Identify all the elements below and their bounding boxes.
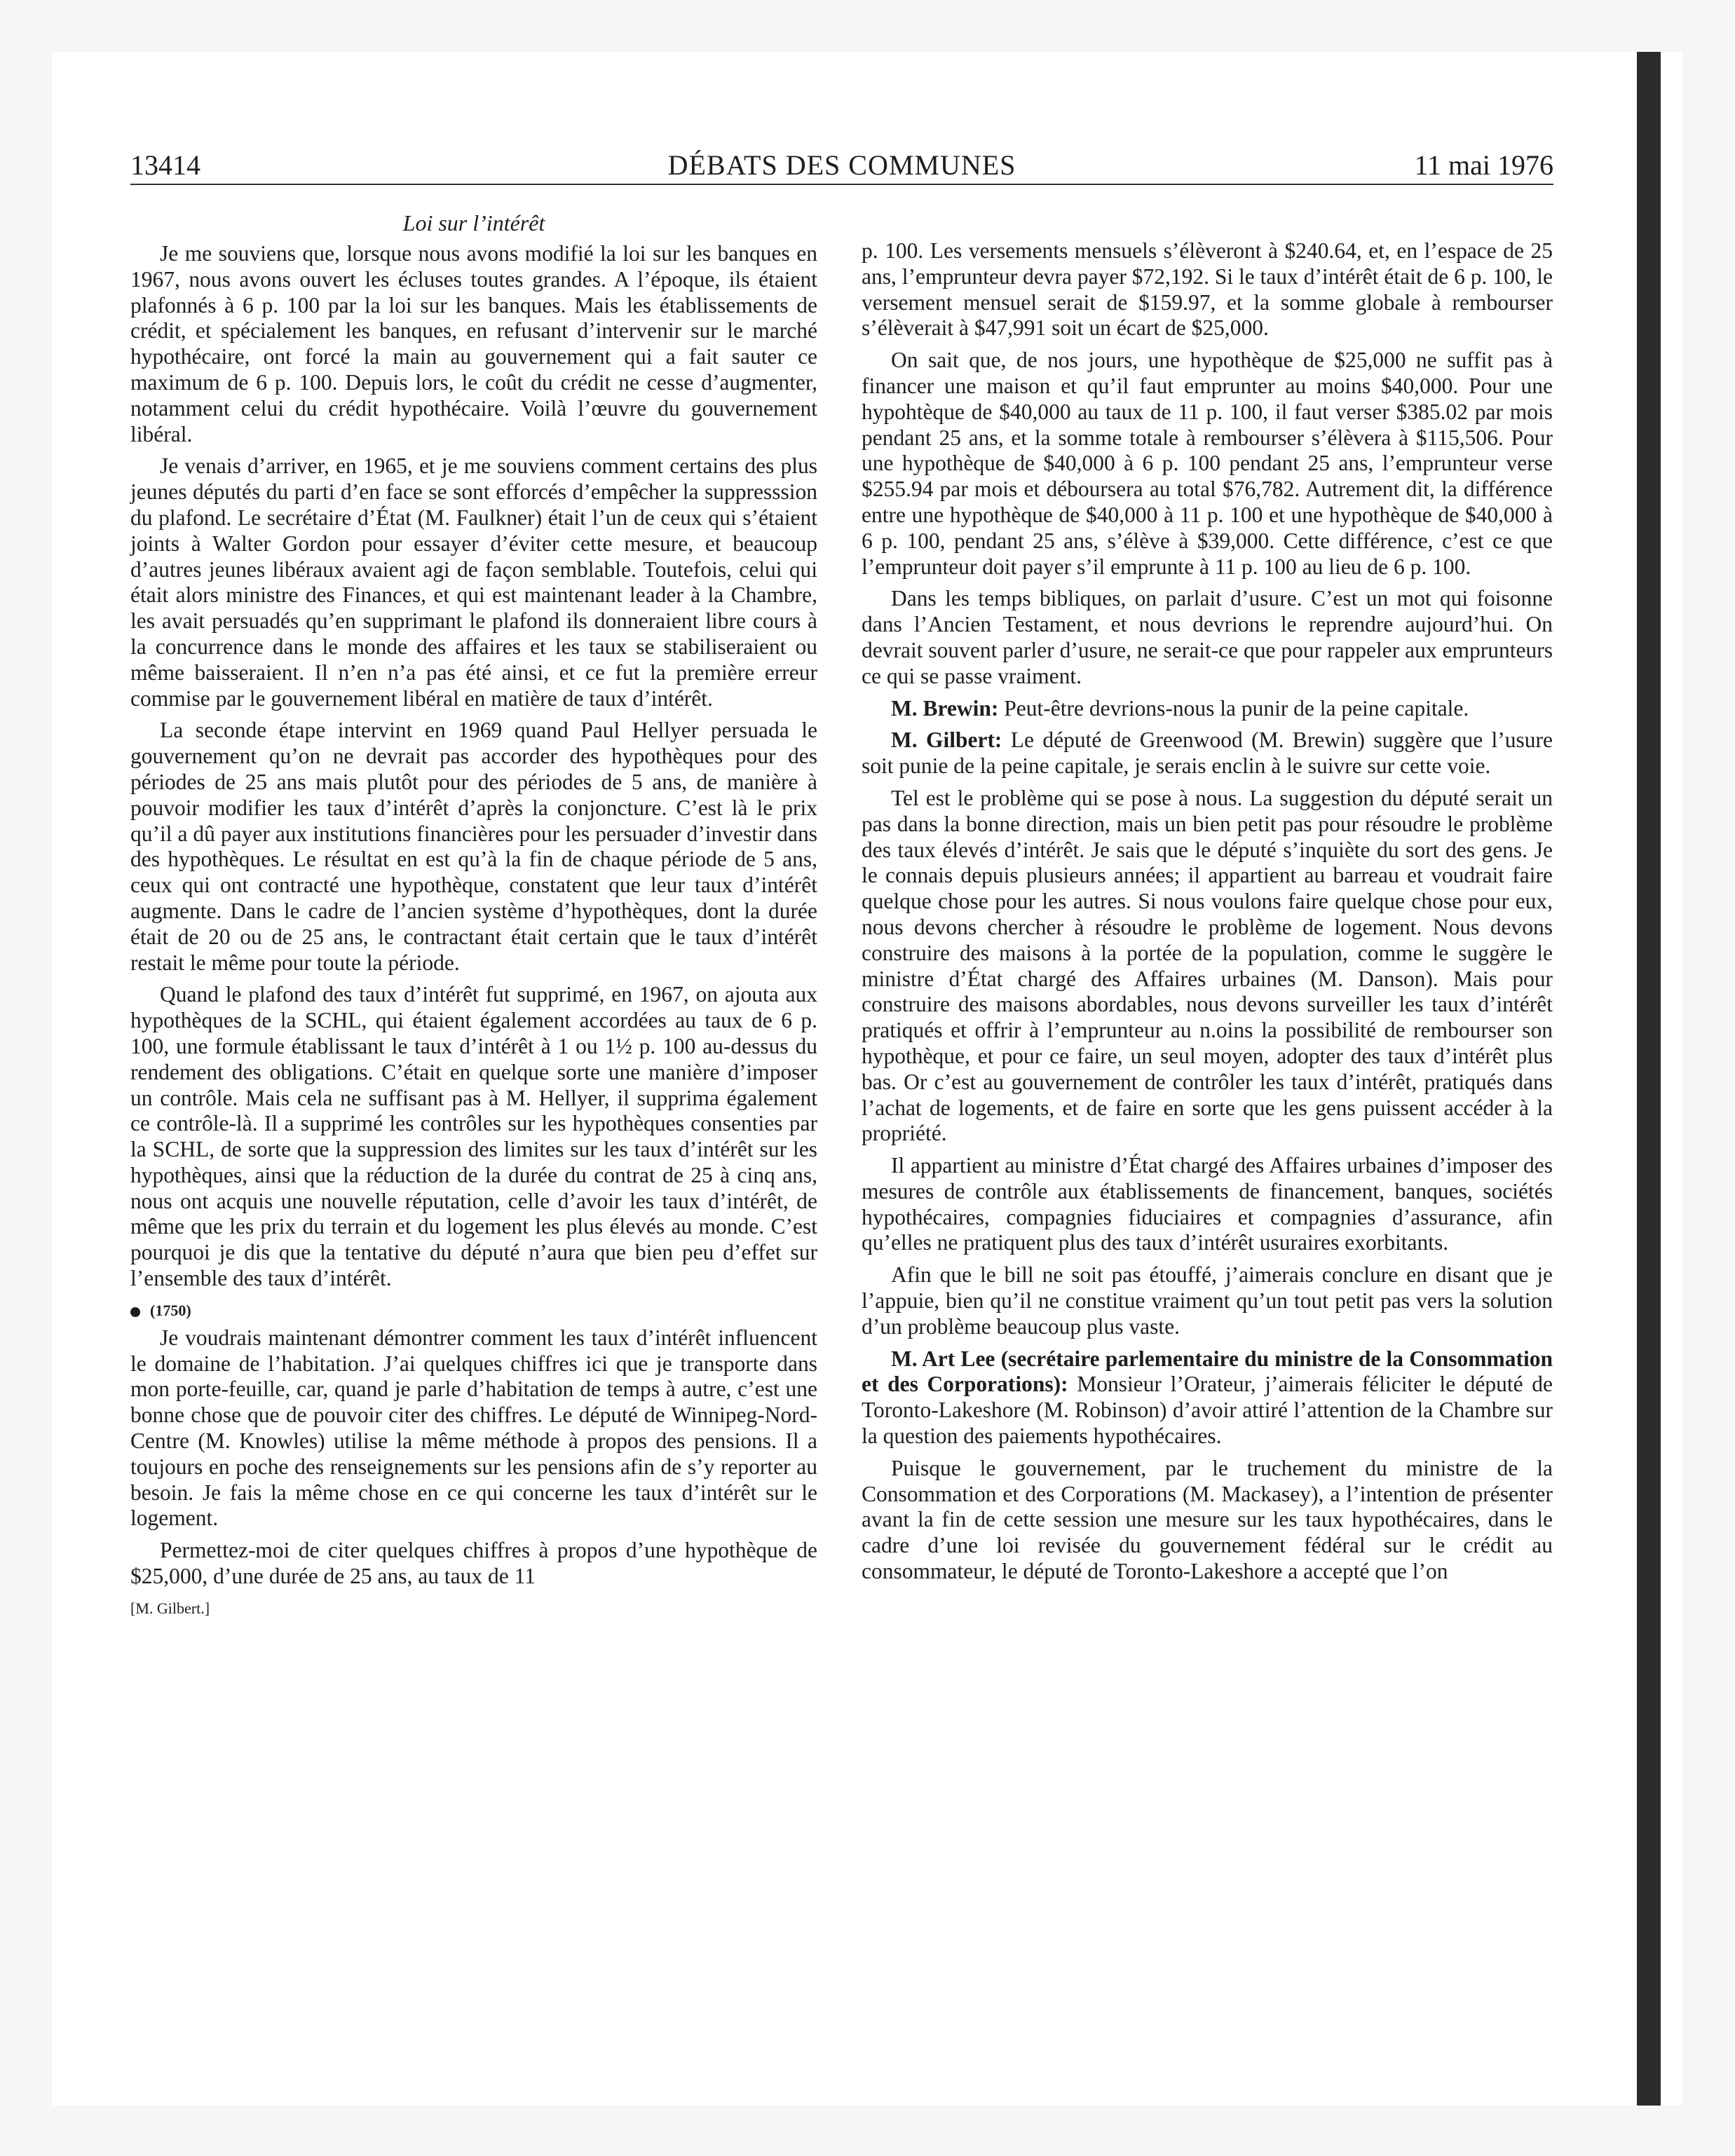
speech-text: Le député de Greenwood (M. Brewin) suggère que l’usure soit punie de la peine capitale, je serais enclin à le suivre sur cette voie. [862,728,1553,779]
timestamp-marker [130,1298,817,1319]
paragraph: Afin que le bill ne soit pas étouffé, j’aimerais conclure en disant que je l’appuie, bien qu’il ne constitue vraiment qu’un tout petit pas vers la solution d’un problème beaucoup plus vaste. [862,1262,1553,1339]
paragraph: Il appartient au ministre d’État chargé des Affaires urbaines d’imposer des mesures de contrôle aux établissements de financement, banques, sociétés hypothécaires, compagnies fiduciaires et compagnies d’assurance, afin qu’elles ne pratiquent plus des taux d’intérêt usuraires exorbitants. [862,1153,1553,1255]
page-header [130,149,1553,185]
section-subheading: Loi sur l’intérêt [402,210,545,236]
left-column [130,210,817,1623]
bullet-icon [130,1307,140,1317]
paragraph: Puisque le gouvernement, par le truchement du ministre de la Consommation et des Corporations (M. Mackasey), a l’intention de présenter avant la fin de cette session une mesure sur les taux hypothécaires, dans le cadre d’une loi revisée du gouvernement fédéral sur le crédit au consommateur, le député de Toronto-Lakeshore a accepté que l’on [862,1455,1553,1584]
page-number: 13414 [130,149,200,181]
paragraph: p. 100. Les versements mensuels s’élèveront à $240.64, et, en l’espace de 25 ans, l’emprunteur devra payer $72,192. Si le taux d’intérêt était de 6 p. 100, le versement mensuel serait de $159.97, et la somme globale à rembourser s’élèverait à $47,991 soit un écart de $25,000. [862,238,1553,341]
speaker-name: M. Art Lee (secrétaire parlementaire du ministre de la Consommation et des Corporations): [862,1346,1553,1397]
speech-paragraph [862,696,1553,722]
paragraph: Je venais d’arriver, en 1965, et je me souviens comment certains des plus jeunes députés du parti d’en face se sont efforcés d’empêcher la suppresssion du plafond. Le secrétaire d’État (M. Faulkner) était l’un de ceux qui s’étaient joints à Walter Gordon pour essayer d’éviter cette mesure, et beaucoup d’autres jeunes libéraux avaient agi de façon semblable. Toutefois, celui qui était alors ministre des Finances, et qui est maintenant leader à la Chambre, les avait persuadés qu’en supprimant le plafond ils donneraient libre cours à la concurrence dans le monde des affaires et les taux se stabiliseraient ou même baisseraient. Il n’en n’a pas été ainsi, et ce fut la première erreur commise par le gouvernement libéral en matière de taux d’intérêt. [130,453,817,711]
paragraph: Je voudrais maintenant démontrer comment les taux d’intérêt influencent le domaine de l’habitation. J’ai quelques chiffres ici que je transporte dans mon porte-feuille, car, quand je parle d’habitation de temps à autre, c’est une bonne chose que de pouvoir citer des chiffres. Le député de Winnipeg-Nord-Centre (M. Knowles) utilise la même méthode à propos des pensions. Il a toujours en poche des renseignements sur les pensions afin de s’y reporter au besoin. Je fais la même chose en ce qui concerne les taux d’intérêt sur le logement. [130,1325,817,1531]
paragraph: On sait que, de nos jours, une hypothèque de $25,000 ne suffit pas à financer une maison et qu’il faut emprunter au moins $40,000. Pour une hypohtèque de $40,000 au taux de 11 p. 100, il faut verser $385.02 par mois pendant 25 ans, et la somme totale à rembourser s’élèvera à $115,506. Pour une hypothèque de $40,000 à 6 p. 100 pendant 25 ans, l’emprunteur verse $255.94 par mois et déboursera au total $76,782. Autrement dit, la différence entre une hypothèque de $40,000 à 11 p. 100 et une hypothèque de $40,000 à 6 p. 100, pendant 25 ans, s’élève à $39,000. Cette différence, c’est ce que l’emprunteur doit payer s’il emprunte à 11 p. 100 au lieu de 6 p. 100. [862,348,1553,579]
speech-text: Peut-être devrions-nous la punir de la peine capitale. [998,695,1469,721]
paragraph: La seconde étape intervint en 1969 quand Paul Hellyer persuada le gouvernement qu’on ne devrait pas accorder des hypothèques pour des périodes de 25 ans mais plutôt pour des périodes de 5 ans, de manière à pouvoir modifier les taux d’intérêt d’après la conjoncture. C’est là le prix qu’il a dû payer aux institutions financières pour les persuader d’investir dans des hypothèques. Le résultat en est qu’à la fin de chaque période de 5 ans, ceux qui ont contracté une hypothèque, constatent que leur taux d’intérêt augmente. Dans le cadre de l’ancien système d’hypothèques, dont la durée était de 20 ou de 25 ans, le contractant était certain que le taux d’intérêt restait le même pour toute la période. [130,718,817,975]
paragraph: Dans les temps bibliques, on parlait d’usure. C’est un mot qui foisonne dans l’Ancien Testament, et nous devrions le reprendre aujourd’hui. On devrait souvent parler d’usure, ne serait-ce que pour rappeler aux emprunteurs ce qui se passe vraiment. [862,586,1553,688]
speech-paragraph [862,1346,1553,1449]
speech-text: Monsieur l’Orateur, j’aimerais féliciter le député de Toronto-Lakeshore (M. Robinson) d’avoir attiré l’attention de la Chambre sur la question des paiements hypothécaires. [862,1372,1553,1449]
speaker-name: M. Brewin: [891,695,999,721]
speech-paragraph [862,728,1553,779]
paragraph: Quand le plafond des taux d’intérêt fut supprimé, en 1967, on ajouta aux hypothèques de la SCHL, qui étaient également accordées au taux de 6 p. 100, une formule établissant le taux d’intérêt à 1 ou 1½ p. 100 au-dessus du rendement des obligations. C’était en quelque sorte une manière d’imposer un contrôle. Mais cela ne suffisant pas à M. Hellyer, il supprima également ce contrôle-là. Il a supprimé les contrôles sur les hypothèques consenties par la SCHL, de sorte que la suppression des limites sur les taux d’intérêt sur les hypothèques, ainsi que la réduction de la durée du contrat de 25 à cinq ans, nous ont acquis une nouvelle réputation, celle d’avoir les taux d’intérêt, de même que les prix du terrain et du logement les plus élevés au monde. C’est pourquoi je dis que la tentative du député n’aura que bien peu d’effet sur l’ensemble des taux d’intérêt. [130,982,817,1291]
speaker-name: M. Gilbert: [891,728,1002,753]
speaker-footer: [M. Gilbert.] [130,1599,210,1617]
paragraph: Tel est le problème qui se pose à nous. La suggestion du député serait un pas dans la bonne direction, mais un bien petit pas pour résoudre le problème des taux élevés d’intérêt. Je sais que le député s’inquiète du sort des gens. Je le connais depuis plusieurs années; il appartient au barreau et voudrait faire quelque chose pour les autres. Si nous voulons faire quelque chose pour eux, nous devons chercher à résoudre le problème de logement. Nous devons construire des maisons à la portée de la population, comme le suggère le ministre d’État chargé des Affaires urbaines (M. Danson). Mais pour construire des maisons abordables, nous devons surveiller les taux d’intérêt pratiqués et offrir à l’emprunteur au n.oins la possibilité de rembourser son hypothèque, et pour ce faire, un seul moyen, adopter des taux d’intérêt plus bas. Or c’est au gouvernement de contrôler les taux d’intérêt, pratiqués dans l’achat de logements, et de faire en sorte que les gens puissent accéder à la propriété. [862,785,1553,1146]
paragraph: Permettez-moi de citer quelques chiffres à propos d’une hypothèque de $25,000, d’une durée de 25 ans, au taux de 11 [130,1538,817,1589]
right-column [862,238,1553,1591]
paragraph: Je me souviens que, lorsque nous avons modifié la loi sur les banques en 1967, nous avons ouvert les écluses toutes grandes. A l’époque, ils étaient plafonnés à 6 p. 100 par la loi sur les banques. Mais les établissements de crédit, et spécialement les banques, en refusant d’intervenir sur le marché hypothécaire, ont forcé la main au gouvernement qui a fait sauter ce maximum de 6 p. 100. Depuis lors, le coût du crédit ne cesse d’augmenter, notamment celui du crédit hypothécaire. Voilà l’œuvre du gouvernement libéral. [130,241,817,446]
timestamp-text: (1750) [150,1301,191,1319]
page-date: 11 mai 1976 [1414,149,1553,181]
scan-edge [1637,52,1661,2106]
running-title: DÉBATS DES COMMUNES [667,149,1016,181]
